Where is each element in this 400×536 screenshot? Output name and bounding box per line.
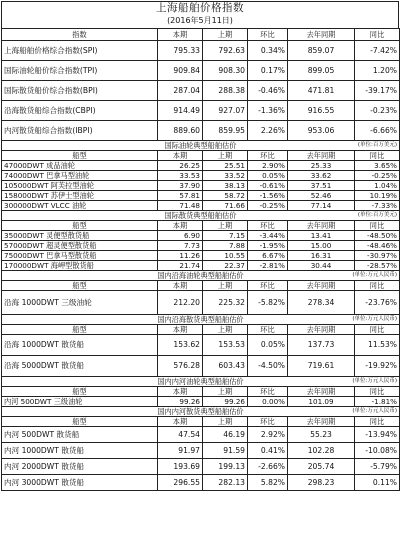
cell-prev: 859.95: [203, 121, 248, 141]
column-header-1: 本期: [158, 151, 203, 161]
cell-ly: 37.51: [288, 181, 355, 191]
section-title-text: 国际散货典型船舶估价: [164, 210, 237, 220]
cell-cur: 33.53: [158, 171, 203, 181]
column-header-name: 指数: [2, 29, 158, 41]
cell-mom: 5.82%: [248, 475, 288, 491]
section-unit: (单位:万元人民币): [352, 316, 397, 322]
table-row: [2, 397, 400, 407]
table-row: [2, 356, 400, 377]
column-header-name: 船型: [2, 281, 158, 291]
cell-prev: 7.88: [203, 241, 248, 251]
column-header-2: 上期: [203, 151, 248, 161]
cell-ly: 719.61: [288, 356, 355, 377]
section-title-row: [2, 315, 400, 325]
table-row: [2, 121, 400, 141]
table-row: [2, 261, 400, 271]
section-title: [2, 271, 400, 281]
cell-mom: 0.00%: [248, 397, 288, 407]
cell-yoy: -7.33%: [355, 201, 400, 211]
column-header-3: 环比: [248, 325, 288, 335]
cell-cur: 91.97: [158, 443, 203, 459]
cell-yoy: -10.08%: [355, 443, 400, 459]
table-row: [2, 241, 400, 251]
column-header-4: 去年同期: [288, 281, 355, 291]
column-header-name: 船型: [2, 387, 158, 397]
column-header-4: 去年同期: [288, 29, 355, 41]
column-header-2: 上期: [203, 387, 248, 397]
cell-ly: 101.09: [288, 397, 355, 407]
column-header-5: 同比: [355, 325, 400, 335]
column-header-3: 环比: [248, 221, 288, 231]
table-row: [2, 475, 400, 491]
cell-cur: 576.28: [158, 356, 203, 377]
cell-cur: 296.55: [158, 475, 203, 491]
row-name: 300000DWT VLCC 油轮: [2, 201, 158, 211]
cell-mom: 2.92%: [248, 427, 288, 443]
cell-prev: 199.13: [203, 459, 248, 475]
cell-mom: -0.61%: [248, 181, 288, 191]
cell-ly: 471.81: [288, 81, 355, 101]
column-header-name: 船型: [2, 151, 158, 161]
cell-yoy: -1.81%: [355, 397, 400, 407]
cell-prev: 927.07: [203, 101, 248, 121]
section-unit: (单位:万元人民币): [352, 378, 397, 384]
row-name: 57000DWT 超灵便型散货船: [2, 241, 158, 251]
column-header-3: 环比: [248, 417, 288, 427]
row-name: 内河 500DWT 三级油轮: [2, 397, 158, 407]
section-title-row: [2, 141, 400, 151]
row-name: 35000DWT 灵便型散货船: [2, 231, 158, 241]
cell-prev: 99.26: [203, 397, 248, 407]
cell-mom: -4.50%: [248, 356, 288, 377]
section-unit: (单位:万元人民币): [352, 272, 397, 278]
cell-cur: 21.74: [158, 261, 203, 271]
row-name: 沿海散货船综合指数(CBPI): [2, 101, 158, 121]
column-header-row: [2, 325, 400, 335]
cell-cur: 889.60: [158, 121, 203, 141]
cell-mom: 2.26%: [248, 121, 288, 141]
row-name: 内河 1000DWT 散货船: [2, 443, 158, 459]
cell-yoy: -7.42%: [355, 41, 400, 61]
section-title-row: [2, 407, 400, 417]
cell-prev: 58.72: [203, 191, 248, 201]
cell-ly: 52.46: [288, 191, 355, 201]
cell-ly: 205.74: [288, 459, 355, 475]
cell-yoy: -0.23%: [355, 101, 400, 121]
column-header-row: [2, 281, 400, 291]
cell-mom: -1.56%: [248, 191, 288, 201]
cell-mom: 0.05%: [248, 335, 288, 356]
column-header-5: 同比: [355, 281, 400, 291]
cell-yoy: 3.65%: [355, 161, 400, 171]
cell-prev: 282.13: [203, 475, 248, 491]
column-header-2: 上期: [203, 325, 248, 335]
cell-mom: 2.90%: [248, 161, 288, 171]
table-row: [2, 201, 400, 211]
cell-cur: 11.26: [158, 251, 203, 261]
price-index-sheet: [1, 1, 399, 534]
row-name: 内河 2000DWT 散货船: [2, 459, 158, 475]
cell-yoy: 11.53%: [355, 335, 400, 356]
section-title-row: [2, 377, 400, 387]
cell-cur: 795.33: [158, 41, 203, 61]
column-header-3: 环比: [248, 387, 288, 397]
cell-yoy: -28.57%: [355, 261, 400, 271]
cell-yoy: -23.76%: [355, 291, 400, 315]
cell-ly: 859.07: [288, 41, 355, 61]
cell-ly: 30.44: [288, 261, 355, 271]
cell-ly: 25.33: [288, 161, 355, 171]
cell-ly: 137.73: [288, 335, 355, 356]
cell-yoy: -0.25%: [355, 171, 400, 181]
cell-ly: 953.06: [288, 121, 355, 141]
price-table: [1, 28, 400, 491]
table-row: [2, 161, 400, 171]
cell-yoy: 1.04%: [355, 181, 400, 191]
cell-prev: 38.13: [203, 181, 248, 191]
column-header-1: 本期: [158, 281, 203, 291]
cell-cur: 914.49: [158, 101, 203, 121]
column-header-5: 同比: [355, 221, 400, 231]
cell-cur: 6.90: [158, 231, 203, 241]
cell-cur: 193.69: [158, 459, 203, 475]
cell-ly: 102.28: [288, 443, 355, 459]
column-header-4: 去年同期: [288, 221, 355, 231]
cell-prev: 71.66: [203, 201, 248, 211]
row-name: 国际散货船价综合指数(BPI): [2, 81, 158, 101]
cell-prev: 91.59: [203, 443, 248, 459]
column-header-2: 上期: [203, 221, 248, 231]
cell-cur: 57.81: [158, 191, 203, 201]
row-name: 47000DWT 成品油轮: [2, 161, 158, 171]
column-header-1: 本期: [158, 387, 203, 397]
sheet-header: [1, 1, 399, 28]
table-row: [2, 231, 400, 241]
table-row: [2, 291, 400, 315]
cell-prev: 10.55: [203, 251, 248, 261]
cell-ly: 33.62: [288, 171, 355, 181]
table-row: [2, 427, 400, 443]
cell-yoy: -48.50%: [355, 231, 400, 241]
column-header-row: [2, 151, 400, 161]
table-row: [2, 171, 400, 181]
section-unit: (单位:百万美元): [357, 212, 397, 218]
cell-ly: 298.23: [288, 475, 355, 491]
cell-mom: 0.17%: [248, 61, 288, 81]
cell-prev: 46.19: [203, 427, 248, 443]
cell-yoy: -39.17%: [355, 81, 400, 101]
row-name: 158000DWT 苏伊士型油轮: [2, 191, 158, 201]
column-header-2: 上期: [203, 417, 248, 427]
cell-yoy: -19.92%: [355, 356, 400, 377]
cell-yoy: 1.20%: [355, 61, 400, 81]
cell-ly: 55.23: [288, 427, 355, 443]
table-row: [2, 41, 400, 61]
table-row: [2, 459, 400, 475]
table-row: [2, 191, 400, 201]
cell-cur: 26.25: [158, 161, 203, 171]
table-row: [2, 181, 400, 191]
column-header-5: 同比: [355, 151, 400, 161]
cell-ly: 13.41: [288, 231, 355, 241]
cell-ly: 77.14: [288, 201, 355, 211]
cell-mom: -1.36%: [248, 101, 288, 121]
table-row: [2, 443, 400, 459]
cell-yoy: -30.97%: [355, 251, 400, 261]
column-header-row: [2, 221, 400, 231]
cell-ly: 16.31: [288, 251, 355, 261]
cell-prev: 225.32: [203, 291, 248, 315]
column-header-3: 环比: [248, 281, 288, 291]
cell-prev: 792.63: [203, 41, 248, 61]
cell-cur: 287.04: [158, 81, 203, 101]
column-header-3: 环比: [248, 29, 288, 41]
table-row: [2, 61, 400, 81]
section-title: [2, 211, 400, 221]
cell-yoy: -48.46%: [355, 241, 400, 251]
section-title-text: 国内沿海散货典型船舶估价: [157, 314, 244, 324]
section-title-row: [2, 271, 400, 281]
section-unit: (单位:百万美元): [357, 142, 397, 148]
column-header-row: [2, 387, 400, 397]
table-row: [2, 81, 400, 101]
cell-prev: 22.37: [203, 261, 248, 271]
row-name: 沿海 1000DWT 散货船: [2, 335, 158, 356]
cell-cur: 37.90: [158, 181, 203, 191]
column-header-1: 本期: [158, 29, 203, 41]
sheet-title: 上海船舶价格指数: [156, 2, 244, 14]
cell-mom: -3.44%: [248, 231, 288, 241]
section-title-text: 国际油轮典型船舶估价: [164, 140, 237, 150]
sheet-date: (2016年5月11日): [167, 16, 233, 25]
cell-mom: -0.25%: [248, 201, 288, 211]
table-row: [2, 101, 400, 121]
column-header-5: 同比: [355, 417, 400, 427]
cell-cur: 909.84: [158, 61, 203, 81]
row-name: 上海船舶价格综合指数(SPI): [2, 41, 158, 61]
table-row: [2, 335, 400, 356]
cell-mom: -2.81%: [248, 261, 288, 271]
cell-prev: 33.52: [203, 171, 248, 181]
row-name: 75000DWT 巴拿马型散货船: [2, 251, 158, 261]
row-name: 国际油轮船价综合指数(TPI): [2, 61, 158, 81]
column-header-4: 去年同期: [288, 387, 355, 397]
column-header-row: [2, 417, 400, 427]
cell-cur: 71.48: [158, 201, 203, 211]
column-header-name: 船型: [2, 417, 158, 427]
cell-mom: -1.95%: [248, 241, 288, 251]
column-header-2: 上期: [203, 29, 248, 41]
cell-prev: 7.15: [203, 231, 248, 241]
cell-cur: 47.54: [158, 427, 203, 443]
column-header-1: 本期: [158, 325, 203, 335]
column-header-1: 本期: [158, 221, 203, 231]
cell-yoy: 10.19%: [355, 191, 400, 201]
section-title-row: [2, 211, 400, 221]
cell-ly: 916.55: [288, 101, 355, 121]
row-name: 沿海 1000DWT 三级油轮: [2, 291, 158, 315]
cell-yoy: -6.66%: [355, 121, 400, 141]
cell-mom: 6.67%: [248, 251, 288, 261]
section-title: [2, 377, 400, 387]
row-name: 内河 500DWT 散货船: [2, 427, 158, 443]
column-header-1: 本期: [158, 417, 203, 427]
cell-cur: 153.62: [158, 335, 203, 356]
cell-prev: 25.51: [203, 161, 248, 171]
section-title-text: 国内内河油轮典型船舶估价: [157, 376, 244, 386]
column-header-name: 船型: [2, 221, 158, 231]
column-header-5: 同比: [355, 387, 400, 397]
row-name: 105000DWT 阿芙拉型油轮: [2, 181, 158, 191]
cell-prev: 153.53: [203, 335, 248, 356]
row-name: 74000DWT 巴拿马型油轮: [2, 171, 158, 181]
section-title-text: 国内沿海油轮典型船舶估价: [157, 270, 244, 280]
cell-mom: -2.66%: [248, 459, 288, 475]
section-unit: (单位:万元人民币): [352, 408, 397, 414]
cell-ly: 899.05: [288, 61, 355, 81]
section-title: [2, 141, 400, 151]
row-name: 沿海 5000DWT 散货船: [2, 356, 158, 377]
column-header-3: 环比: [248, 151, 288, 161]
column-header-4: 去年同期: [288, 151, 355, 161]
cell-yoy: -5.79%: [355, 459, 400, 475]
column-header-row: [2, 29, 400, 41]
row-name: 内河散货船综合指数(IBPI): [2, 121, 158, 141]
cell-prev: 603.43: [203, 356, 248, 377]
cell-yoy: 0.11%: [355, 475, 400, 491]
cell-cur: 7.73: [158, 241, 203, 251]
cell-cur: 99.26: [158, 397, 203, 407]
cell-mom: -5.82%: [248, 291, 288, 315]
column-header-5: 同比: [355, 29, 400, 41]
cell-mom: -0.46%: [248, 81, 288, 101]
column-header-name: 船型: [2, 325, 158, 335]
column-header-4: 去年同期: [288, 417, 355, 427]
column-header-4: 去年同期: [288, 325, 355, 335]
cell-mom: 0.05%: [248, 171, 288, 181]
cell-ly: 278.34: [288, 291, 355, 315]
cell-prev: 908.30: [203, 61, 248, 81]
cell-cur: 212.20: [158, 291, 203, 315]
row-name: 内河 3000DWT 散货船: [2, 475, 158, 491]
cell-yoy: -13.94%: [355, 427, 400, 443]
section-title: [2, 407, 400, 417]
cell-mom: 0.41%: [248, 443, 288, 459]
section-title: [2, 315, 400, 325]
cell-ly: 15.00: [288, 241, 355, 251]
row-name: 170000DWT 海岬型散货船: [2, 261, 158, 271]
section-title-text: 国内内河散货典型船舶估价: [157, 406, 244, 416]
table-row: [2, 251, 400, 261]
cell-mom: 0.34%: [248, 41, 288, 61]
column-header-2: 上期: [203, 281, 248, 291]
cell-prev: 288.38: [203, 81, 248, 101]
